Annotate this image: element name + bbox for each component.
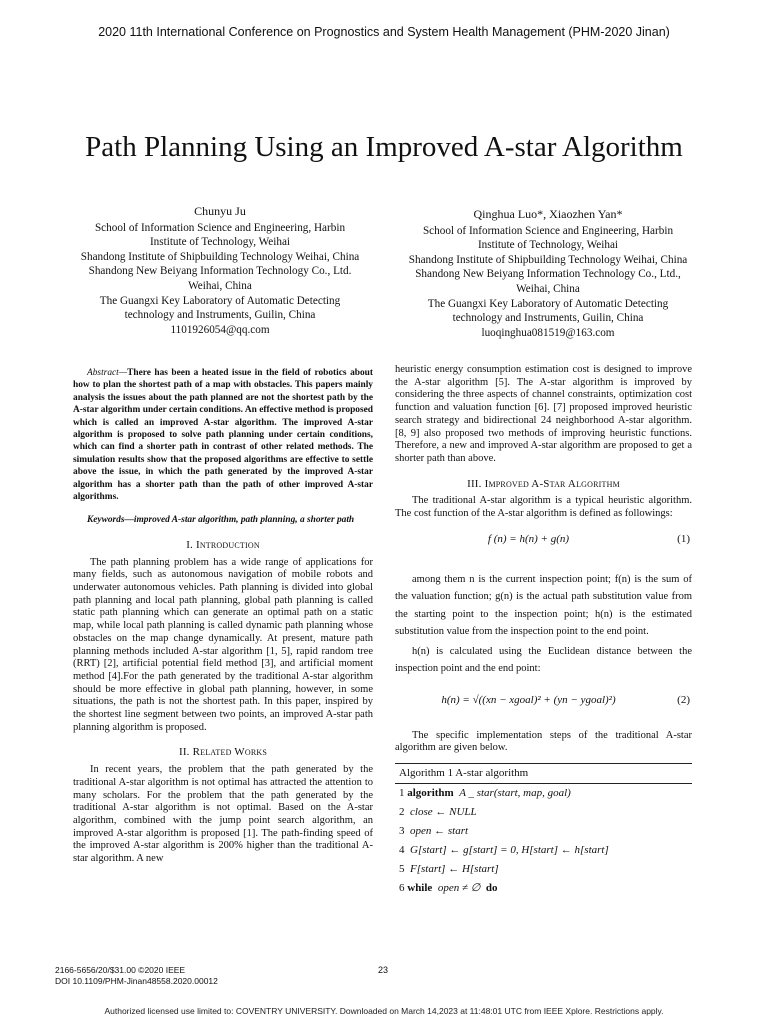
section-title: Related Works	[192, 746, 268, 759]
keyword: do	[485, 881, 498, 894]
section-heading-improved-a-star	[395, 478, 692, 491]
affiliation-line: Institute of Technology, Weihai	[149, 236, 291, 249]
affiliation-line: Shandong Institute of Shipbuilding Technology Weihai, China	[80, 250, 360, 263]
affiliation-line: The Guangxi Key Laboratory of Automatic Detecting	[427, 297, 669, 310]
doi-line: DOI 10.1109/PHM-Jinan48558.2020.00012	[55, 976, 218, 986]
improved-paragraph-4: The specific implementation steps of the traditional A-star algorithm are given below.	[395, 729, 692, 754]
section-heading-introduction	[73, 539, 373, 552]
expression: open ← start	[410, 824, 469, 837]
equation-2-body: h(n) = √((xn − xgoal)² + (yn − ygoal)²)	[441, 693, 616, 706]
equation-1-body: f (n) = h(n) + g(n)	[487, 532, 570, 545]
introduction-paragraph: The path planning problem has a wide range of applications for many fields, such as autonomous navigation of mobile robots and underwater autonomous vehicles. Path planning is divided into global path planning and local path planning, global path planning is called static path planning which can generate an optimal path on a static map, while local path planning is called dynamic path planning whose obstacles on the map change dynamically. At present, mature path planning methods included A-star algorithm [1, 5], rapid random tree (RRT) [2], artificial potential field method [3], and artificial moment method [4].For the path generated by the traditional A-star algorithm should be more effective in global path planning, however, in some situations, the path is not the shortest path. In this paper, inspired by the shortest line segment between two points, an improved A-star path planning algorithm is proposed.	[73, 556, 373, 733]
section-number: III.	[467, 477, 482, 490]
footer-left	[55, 965, 218, 987]
affiliation-line: The Guangxi Key Laboratory of Automatic Detecting	[99, 294, 341, 307]
affiliation-line: Shandong Institute of Shipbuilding Technology Weihai, China	[408, 253, 688, 266]
author-email: luoqinghua081519@163.com	[481, 326, 615, 339]
affiliation-line: Weihai, China	[516, 282, 580, 295]
algorithm-header: Algorithm 1 A-star algorithm	[395, 764, 692, 784]
affiliation-line: technology and Instruments, Guilin, China	[452, 312, 644, 325]
section-number: II.	[178, 746, 190, 759]
equation-2-number: (2)	[677, 693, 690, 706]
affiliation-line: Weihai, China	[188, 279, 252, 292]
abstract	[73, 367, 373, 503]
section-title: Improved A-Star Algorithm	[484, 477, 620, 490]
line-number: 5	[399, 862, 405, 875]
line-number: 4	[399, 843, 405, 856]
license-notice: Authorized licensed use limited to: COVENTRY UNIVERSITY. Downloaded on March 14,2023 at 11:48:01 UTC from IEEE Xplore. Restrictions apply.	[104, 1006, 664, 1016]
section-number: I.	[186, 538, 194, 551]
line-number: 6	[399, 881, 405, 894]
expression: open ≠ ∅	[437, 881, 481, 894]
section-heading-related-works	[73, 746, 373, 759]
improved-paragraph-2: among them n is the current inspection point; f(n) is the sum of the valuation function; g(n) is the actual path substitution value from the starting point to the inspection point; h(n) is the estimated substitution value from the inspection point to the end point.	[395, 573, 692, 638]
line-number: 3	[399, 824, 405, 837]
improved-paragraph-1: The traditional A-star algorithm is a typical heuristic algorithm. The cost function of the A-star algorithm is defined as followings:	[395, 495, 692, 520]
affiliation-line: Shandong New Beiyang Information Technology Co., Ltd.	[88, 265, 352, 278]
author-block-left	[60, 204, 380, 337]
section-title: Introduction	[195, 538, 260, 551]
right-column	[395, 364, 692, 898]
algorithm-line	[395, 879, 692, 898]
algorithm-box	[395, 763, 692, 898]
expression: A _ star(start, map, goal)	[459, 786, 571, 799]
improved-paragraph-3: h(n) is calculated using the Euclidean distance between the inspection point and the end point:	[395, 645, 692, 675]
equation-1	[395, 533, 692, 563]
author-name: Qinghua Luo*, Xiaozhen Yan*	[473, 207, 623, 221]
affiliation-line: Institute of Technology, Weihai	[477, 239, 619, 252]
equation-1-number: (1)	[677, 532, 690, 545]
author-name: Chunyu Ju	[194, 204, 246, 218]
author-email: 1101926054@qq.com	[170, 323, 270, 336]
keyword: algorithm	[407, 786, 454, 799]
keywords-text: improved A-star algorithm, path planning, a shorter path	[133, 515, 355, 526]
algorithm-line	[395, 822, 692, 841]
expression: G[start] ← g[start] = 0, H[start] ← h[start]	[410, 843, 609, 856]
algorithm-line	[395, 803, 692, 822]
expression: close ← NULL	[410, 805, 477, 818]
algorithm-line	[395, 860, 692, 879]
expression: F[start] ← H[start]	[410, 862, 499, 875]
page-number: 23	[378, 965, 389, 975]
author-block-right	[388, 207, 708, 340]
related-works-paragraph: In recent years, the problem that the path generated by the traditional A-star algorithm is not optimal has attracted the attention to many scholars. For the problem that the path generated by the traditional A-star algorithm is not optimal. Based on the A-star algorithm, combined with the jump point search algorithm, an improved A-star algorithm is proposed [1]. The path-finding speed of the improved A-star algorithm is 200% higher than the traditional A-star algorithm. A new	[73, 764, 373, 865]
equation-2	[395, 694, 692, 730]
affiliation-line: School of Information Science and Engineering, Harbin	[94, 221, 346, 234]
left-column	[73, 367, 373, 866]
affiliation-line: technology and Instruments, Guilin, China	[124, 309, 316, 322]
algorithm-line	[395, 841, 692, 860]
affiliation-line: Shandong New Beiyang Information Technology Co., Ltd.,	[415, 268, 681, 281]
line-number: 1	[399, 786, 405, 799]
keywords-label: Keywords—	[87, 515, 134, 526]
issn-line: 2166-5656/20/$31.00 ©2020 IEEE	[55, 965, 186, 975]
conference-header: 2020 11th International Conference on Prognostics and System Health Management (PHM-2020 Jinan)	[98, 25, 670, 39]
abstract-label: Abstract—	[87, 368, 128, 378]
affiliation-line: School of Information Science and Engineering, Harbin	[422, 224, 674, 237]
abstract-text: There has been a heated issue in the field of robotics about how to plan the shortest path of a map with obstacles. This papers mainly analysis the issues about the path planned are not the shortest path by the A-star algorithm under certain conditions. An effective method is proposed which is called an improved A-star algorithm. The improved A-star algorithm is proposed to solve path planning under certain conditions, which can find a shorter path in contrast of other related methods. The simulation results show that the proposed algorithms are effective to settle above the issue, in which the path generated by the improved A-star algorithm has a shorter path than the path of other improved A-star algorithms.	[73, 368, 373, 503]
related-works-continued: heuristic energy consumption estimation cost is designed to improve the A-star algorithm [5]. The A-star algorithm is improved by considering the three aspects of channel constraints, optimization cost function and valuation function [6]. [7] proposed improved heuristic search strategy and bidirectional 24 neighborhood A-star algorithm. [8, 9] also proposed two methods of improving heuristic functions. Therefore, a new and improved A-star algorithm are proposed to get a shorter path than above.	[395, 364, 692, 464]
algorithm-line	[395, 784, 692, 803]
keyword: while	[407, 881, 433, 894]
line-number: 2	[399, 805, 405, 818]
keywords	[73, 514, 373, 526]
paper-title: Path Planning Using an Improved A-star Algorithm	[85, 131, 683, 163]
